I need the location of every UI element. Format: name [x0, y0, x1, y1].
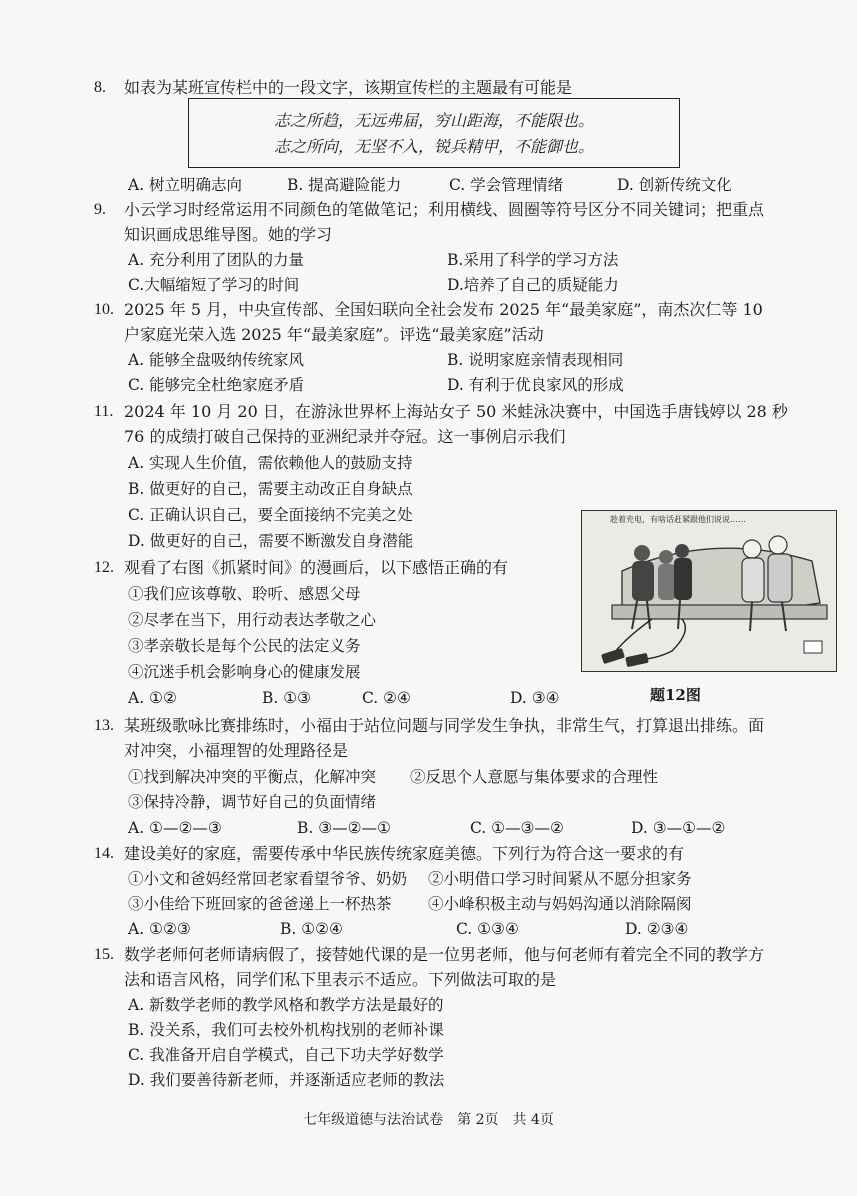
question-stem: 2024 年 10 月 20 日，在游泳世界杯上海站女子 50 米蛙泳决赛中，中国选手唐钱婷以 28 秒 [124, 402, 788, 421]
option-c: C. 能够完全杜绝家庭矛盾 [128, 376, 305, 394]
option-a: A. ①②③ [128, 920, 191, 938]
option-a: A. 新数学老师的教学风格和教学方法是最好的 [128, 996, 444, 1014]
question-number: 8. [94, 79, 106, 96]
quote-line: 志之所向，无坚不入，锐兵精甲，不能御也。 [273, 137, 594, 156]
statement: ③孝亲敬长是每个公民的法定义务 [128, 637, 361, 655]
option-b: B. ①②④ [280, 920, 343, 938]
option-b: B.采用了科学的学习方法 [447, 251, 619, 269]
question-stem: 法和语言风格，同学们私下里表示不适应。下列做法可取的是 [124, 970, 557, 989]
page-footer: 七年级道德与法治试卷 第 2页 共 4页 [303, 1112, 554, 1128]
option-d: D. 做更好的自己，需要不断激发自身潜能 [128, 532, 414, 550]
option-d: D. ③④ [510, 689, 560, 707]
option-b: B. 提高避险能力 [287, 176, 402, 194]
option-a: A. 充分利用了团队的力量 [128, 251, 305, 269]
question-stem: 小云学习时经常运用不同颜色的笔做笔记；利用横线、圆圈等符号区分不同关键词；把重点 [124, 200, 765, 219]
question-stem: 76 的成绩打破自己保持的亚洲纪录并夺冠。这一事例启示我们 [124, 427, 566, 446]
option-a: A. ①—②—③ [128, 819, 222, 837]
statement: ①我们应该尊敬、聆听、感恩父母 [128, 585, 361, 603]
statement: ④小峰积极主动与妈妈沟通以消除隔阂 [428, 895, 692, 913]
comic-speech: 趁着充电，有啥话赶紧跟他们说说…… [610, 515, 746, 524]
option-c: C. ①—③—② [470, 819, 564, 837]
option-c: C.大幅缩短了学习的时间 [128, 276, 300, 294]
statement: ①找到解决冲突的平衡点，化解冲突 [128, 768, 377, 786]
question-stem: 数学老师何老师请病假了，接替她代课的是一位男老师，他与何老师有着完全不同的教学方 [124, 945, 765, 964]
statement: ①小文和爸妈经常回老家看望爷爷、奶奶 [128, 870, 408, 888]
comic-illustration [581, 510, 837, 672]
option-b: B. ①③ [262, 689, 312, 707]
option-c: C. 我准备开启自学模式，自己下功夫学好数学 [128, 1046, 444, 1064]
question-stem: 2025 年 5 月，中央宣传部、全国妇联向全社会发布 2025 年“最美家庭”，南杰次仁等 10 [124, 300, 763, 319]
quote-line: 志之所趋，无远弗届，穷山距海，不能限也。 [273, 111, 594, 130]
option-c: C. 正确认识自己，要全面接纳不完美之处 [128, 506, 413, 524]
option-b: B. 做更好的自己，需要主动改正自身缺点 [128, 480, 413, 498]
statement: ②尽孝在当下，用行动表达孝敬之心 [128, 611, 377, 629]
statement: ②反思个人意愿与集体要求的合理性 [410, 768, 659, 786]
option-d: D. ②③④ [625, 920, 689, 938]
question-stem: 观看了右图《抓紧时间》的漫画后，以下感悟正确的有 [124, 558, 509, 577]
option-c: C. 学会管理情绪 [449, 176, 564, 194]
option-d: D. 有利于优良家风的形成 [447, 376, 624, 394]
option-c: C. ①③④ [456, 920, 519, 938]
comic-drawing [582, 511, 837, 672]
option-a: A. ①② [128, 689, 177, 707]
figure-caption: 题12图 [650, 686, 701, 704]
option-c: C. ②④ [362, 689, 411, 707]
question-number: 12. [94, 559, 114, 576]
option-d: D.培养了自己的质疑能力 [447, 276, 619, 294]
question-stem: 知识画成思维导图。她的学习 [124, 225, 333, 244]
question-number: 14. [94, 845, 114, 862]
question-stem: 建设美好的家庭，需要传承中华民族传统家庭美德。下列行为符合这一要求的有 [124, 844, 685, 863]
option-d: D. ③—①—② [631, 819, 726, 837]
statement: ③保持冷静，调节好自己的负面情绪 [128, 793, 377, 811]
option-a: A. 能够全盘吸纳传统家风 [128, 351, 305, 369]
question-stem: 户家庭光荣入选 2025 年“最美家庭”。评选“最美家庭”活动 [124, 325, 544, 344]
quote-box [188, 98, 680, 168]
question-number: 13. [94, 717, 114, 734]
option-d: D. 我们要善待新老师，并逐渐适应老师的教法 [128, 1071, 445, 1089]
statement: ④沉迷手机会影响身心的健康发展 [128, 663, 361, 681]
option-a: A. 实现人生价值，需依赖他人的鼓励支持 [128, 454, 413, 472]
option-b: B. ③—②—① [297, 819, 391, 837]
question-number: 9. [94, 201, 106, 218]
question-stem: 某班级歌咏比赛排练时，小福由于站位问题与同学发生争执，非常生气，打算退出排练。面 [124, 716, 765, 735]
question-number: 15. [94, 946, 114, 963]
question-number: 11. [94, 403, 114, 420]
statement: ③小佳给下班回家的爸爸递上一杯热茶 [128, 895, 392, 913]
option-d: D. 创新传统文化 [617, 176, 732, 194]
option-b: B. 没关系，我们可去校外机构找别的老师补课 [128, 1021, 444, 1039]
question-stem: 如表为某班宣传栏中的一段文字，该期宣传栏的主题最有可能是 [124, 78, 573, 97]
statement: ②小明借口学习时间紧从不愿分担家务 [428, 870, 692, 888]
question-number: 10. [94, 301, 114, 318]
option-b: B. 说明家庭亲情表现相同 [447, 351, 624, 369]
option-a: A. 树立明确志向 [128, 176, 243, 194]
question-stem: 对冲突，小福理智的处理路径是 [124, 741, 349, 760]
